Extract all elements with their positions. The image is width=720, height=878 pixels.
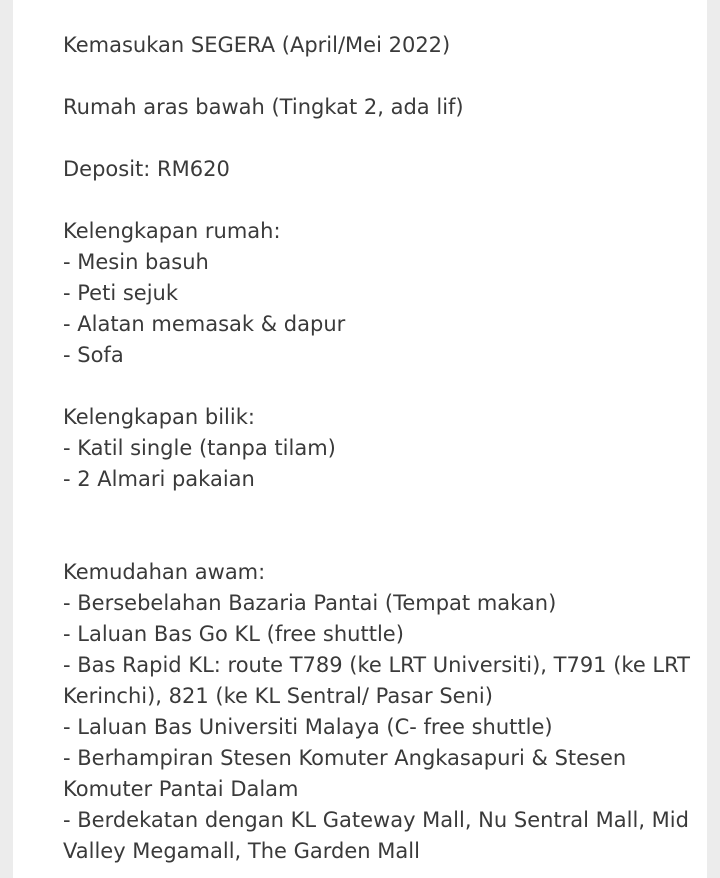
list-item: - Alatan memasak & dapur xyxy=(63,312,346,336)
deposit-text: Deposit: RM620 xyxy=(63,157,230,181)
list-item: - Mesin basuh xyxy=(63,250,209,274)
house-items-heading: Kelengkapan rumah: xyxy=(63,219,281,243)
list-item: - Sofa xyxy=(63,343,124,367)
list-item: - Berdekatan dengan KL Gateway Mall, Nu Sentral Mall, Mid Valley Megamall, The Garden Mall xyxy=(63,808,689,863)
list-item: - Katil single (tanpa tilam) xyxy=(63,436,336,460)
post-body xyxy=(63,30,703,867)
floor-text: Rumah aras bawah (Tingkat 2, ada lif) xyxy=(63,95,464,119)
list-item: - Peti sejuk xyxy=(63,281,178,305)
list-item: - Bas Rapid KL: route T789 (ke LRT Universiti), T791 (ke LRT Kerinchi), 821 (ke KL Sentral/ Pasar Seni) xyxy=(63,653,691,708)
post-card xyxy=(13,0,707,878)
facilities-heading: Kemudahan awam: xyxy=(63,560,266,584)
list-item: - 2 Almari pakaian xyxy=(63,467,255,491)
list-item: - Laluan Bas Go KL (free shuttle) xyxy=(63,622,404,646)
list-item: - Berhampiran Stesen Komuter Angkasapuri & Stesen Komuter Pantai Dalam xyxy=(63,746,627,801)
entry-text: Kemasukan SEGERA (April/Mei 2022) xyxy=(63,33,451,57)
list-item: - Bersebelahan Bazaria Pantai (Tempat makan) xyxy=(63,591,557,615)
list-item: - Laluan Bas Universiti Malaya (C- free shuttle) xyxy=(63,715,553,739)
room-items-heading: Kelengkapan bilik: xyxy=(63,405,255,429)
